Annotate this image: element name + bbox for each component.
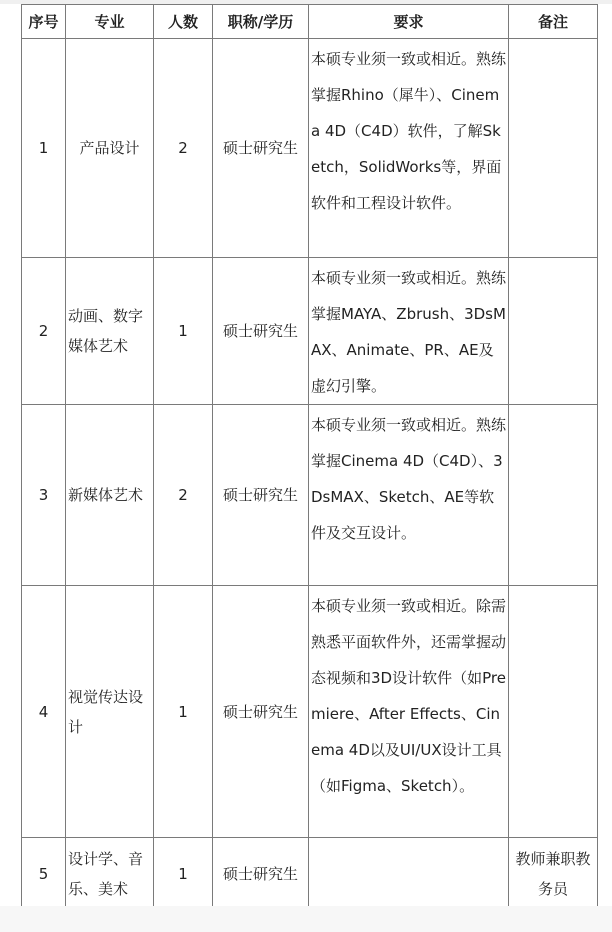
cell-note — [509, 258, 598, 405]
cell-count: 1 — [154, 838, 213, 910]
cell-major: 新媒体艺术 — [66, 405, 154, 586]
cell-note: 教师兼职教务员 — [509, 838, 598, 910]
header-note: 备注 — [509, 5, 598, 39]
cell-count: 1 — [154, 586, 213, 838]
cell-title: 硕士研究生 — [213, 39, 309, 258]
table-row — [22, 258, 598, 405]
cell-count: 2 — [154, 39, 213, 258]
cell-note — [509, 586, 598, 838]
cell-major: 产品设计 — [66, 39, 154, 258]
cell-index: 1 — [22, 39, 66, 258]
header-title: 职称/学历 — [213, 5, 309, 39]
header-requirement: 要求 — [309, 5, 509, 39]
cell-title: 硕士研究生 — [213, 586, 309, 838]
cell-count: 2 — [154, 405, 213, 586]
header-major: 专业 — [66, 5, 154, 39]
header-count: 人数 — [154, 5, 213, 39]
cell-count: 1 — [154, 258, 213, 405]
cell-index: 3 — [22, 405, 66, 586]
cell-title: 硕士研究生 — [213, 405, 309, 586]
bottom-margin — [0, 906, 612, 932]
cell-note — [509, 405, 598, 586]
header-index: 序号 — [22, 5, 66, 39]
cell-major: 视觉传达设计 — [66, 586, 154, 838]
table-header-row — [22, 5, 598, 39]
cell-major: 设计学、音乐、美术 — [66, 838, 154, 910]
table-row — [22, 838, 598, 910]
table-row — [22, 39, 598, 258]
recruitment-table — [21, 4, 598, 910]
cell-requirement — [309, 838, 509, 910]
cell-index: 5 — [22, 838, 66, 910]
cell-requirement: 本硕专业须一致或相近。熟练掌握Cinema 4D（C4D）、3DsMAX、Sketch、AE等软件及交互设计。 — [309, 405, 509, 586]
cell-index: 2 — [22, 258, 66, 405]
cell-index: 4 — [22, 586, 66, 838]
table-row — [22, 405, 598, 586]
cell-requirement: 本硕专业须一致或相近。熟练掌握MAYA、Zbrush、3DsMAX、Animate、PR、AE及虚幻引擎。 — [309, 258, 509, 405]
cell-major: 动画、数字媒体艺术 — [66, 258, 154, 405]
table-row — [22, 586, 598, 838]
cell-requirement: 本硕专业须一致或相近。熟练掌握Rhino（犀牛）、Cinema 4D（C4D）软件，了解Sketch，SolidWorks等，界面软件和工程设计软件。 — [309, 39, 509, 258]
cell-requirement: 本硕专业须一致或相近。除需熟悉平面软件外，还需掌握动态视频和3D设计软件（如Premiere、After Effects、Cinema 4D以及UI/UX设计工具（如Figma、Sketch）。 — [309, 586, 509, 838]
cell-title: 硕士研究生 — [213, 258, 309, 405]
cell-title: 硕士研究生 — [213, 838, 309, 910]
cell-note — [509, 39, 598, 258]
